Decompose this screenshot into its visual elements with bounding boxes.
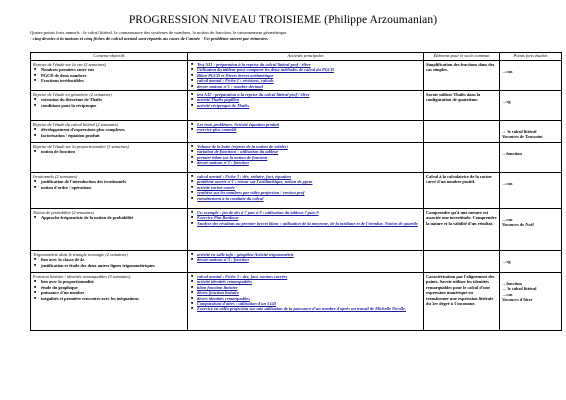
activity-link[interactable]: ■ Comparaison d'aires : utilisation d'un LGD [197, 301, 421, 306]
activity-link[interactable]: ■ Utilisation du tableur pour comparer les deux méthodes de calcul du PGCD [197, 67, 421, 72]
objective-item: ■ notion de fonction [41, 149, 185, 154]
objective-item: ■ développement d'expressions plus complexes [41, 127, 185, 132]
activity-link[interactable]: ■ divers fonction linéaire [197, 290, 421, 295]
socle-cell: Comprendre qu'à une mesure est associée une incertitude. Comprendre la nature et la validité d'un résultat. [424, 209, 500, 251]
socle-cell [424, 121, 500, 143]
point-fort-label: →rg [502, 259, 511, 265]
table-row [31, 173, 562, 209]
activity-link[interactable]: ■ activité réciproque de Thalès [197, 103, 421, 108]
activities-cell [188, 251, 424, 273]
objective-item: ■ inégalités et première rencontre avec les inéquations. [41, 296, 185, 301]
objective-item: ■ lien avec la classe de 4e [41, 257, 185, 262]
activity-link[interactable]: ■ Analyse des résultats au premier brevet blanc : utilisation de la moyenne, de la médiane et de l'étendue. Notion de quartile [197, 221, 421, 226]
objective-item: ■ PGCD de deux nombres [41, 73, 185, 78]
section-title: Trigonométrie dans le triangle rectangle (2 semaines) [33, 252, 128, 258]
point-fort-label: → le calcul littéral [502, 286, 537, 292]
points-cell [500, 273, 562, 331]
points-cell [500, 173, 562, 209]
socle-cell: Simplification des fractions dans des cas simples. [424, 61, 500, 91]
activity-link[interactable]: ■ test A32 : préparation à la reprise du calcul littéral prof / élève [197, 92, 421, 97]
objectives-cell [31, 61, 188, 91]
table-row [31, 251, 562, 273]
activity-link[interactable]: ■ Les trois problèmes. Activité équation produit [197, 122, 421, 127]
table-row [31, 273, 562, 331]
objective-item: ■ factorisation / équation produit [41, 133, 185, 138]
point-fort-label: →fonction [502, 281, 522, 287]
objective-item: ■ Nombres premiers entre eux [41, 67, 185, 72]
table-row [31, 91, 562, 121]
activities-cell [188, 173, 424, 209]
activity-link[interactable]: ■ variation de fonctions : utilisation du tableur [197, 149, 421, 154]
activity-link[interactable]: ■ activité Thalès papillon [197, 97, 421, 102]
section-title: Reprise de l'étude en géométrie (2 semaines) [33, 92, 112, 98]
table-row [31, 61, 562, 91]
activity-link[interactable]: ■ Exercice Pim Bonbons [197, 215, 421, 220]
section-title: Fonction linéaire / identités remarquables (5 semaines) [33, 274, 131, 280]
activity-link[interactable]: ■ exercice plus contrôlé [197, 127, 421, 132]
header-socle: Éléments pour le socle commun [424, 53, 500, 61]
objective-item: ■ Fractions irréductibles [41, 78, 185, 83]
objective-item: ■ extension du théorème de Thalès [41, 97, 185, 102]
activity-link[interactable]: ■ calcul mental : Fiche 3 : dev, fact, racines carrées [197, 274, 421, 279]
socle-cell [424, 251, 500, 273]
point-fort-label: →csn [502, 69, 513, 74]
points-cell [500, 143, 562, 173]
activity-link[interactable]: ■ Bilan PGCD et Divers brevet arithmétique [197, 73, 421, 78]
activities-cell [188, 121, 424, 143]
objective-item: ■ lien avec la proportionnalité [41, 279, 185, 284]
activity-link[interactable]: ■ entraînement à la conduite du calcul [197, 196, 421, 201]
objective-item: ■ étude du graphique [41, 285, 185, 290]
holiday-label: Vacances d'hiver [502, 297, 533, 303]
objective-item: ■ Approche fréquentiste de la notion de probabilité [41, 215, 185, 220]
objectives-cell [31, 91, 188, 121]
point-fort-label: →fonction [502, 151, 522, 157]
activity-link[interactable]: ■ Exercice en vidéo projection sur une utilisation de la puissance d'un nombre d'après un travail de Michelle Nicolle. [197, 306, 421, 311]
activities-cell [188, 209, 424, 251]
objectives-cell [31, 209, 188, 251]
activity-link[interactable]: ■ devoir maison n°3 : fonction [197, 257, 421, 262]
activity-link[interactable]: ■ devoir maison n°1 : nombre décimal [197, 84, 421, 89]
objectives-cell [31, 251, 188, 273]
intro-line-2: - cinq devoirs à la maison et cinq fiches de calcul mental sont répartis au cours de l'année - Un problème ouvert par trimestre. [30, 36, 269, 41]
objective-item: ■ justification de l'introduction des irrationnels [41, 179, 185, 184]
activity-link[interactable]: ■ activité identités remarquables [197, 279, 421, 284]
points-cell [500, 61, 562, 91]
activity-link[interactable]: ■ problème ouvert n°1 : retour sur l'arithmétique, notion de ppcm [197, 179, 421, 184]
activity-link[interactable]: ■ Un exemple : jeu de dés à 7 pais à 9 : utilisation du tableur 7 puis 9 [197, 210, 421, 215]
header-objectives: Contenu-objectifs [31, 53, 188, 61]
objectives-cell [31, 143, 188, 173]
objectives-cell [31, 273, 188, 331]
section-title: Reprise de l'étude du calcul littéral (2 semaines) [33, 122, 119, 128]
activity-link[interactable]: ■ activité en salle info : géogébra Activité trigonométrie [197, 252, 421, 257]
activity-link[interactable]: ■ Volume de la boîte (reprise de la notion de solides) [197, 144, 421, 149]
progression-table [30, 52, 562, 331]
points-cell [500, 121, 562, 143]
point-fort-label: →rg [502, 99, 511, 105]
table-header-row [31, 53, 562, 61]
socle-cell: Caractérisation par l'alignement des points. Savoir utiliser les identités remarquables pour le calcul d'une expression numérique ou transformer une expression littérale du 1er degré à 1 inconnue. [424, 273, 500, 331]
activities-cell [188, 143, 424, 173]
table-row [31, 143, 562, 173]
table-body [31, 61, 562, 331]
holiday-label: Vacances de Noël [502, 222, 534, 228]
section-title: Reprise de l'étude sur la proportionnalité (3 semaines) [33, 144, 130, 150]
activity-link[interactable]: ■ calcul mental : Fiche 2 : dév, réduire, fact, équation [197, 174, 421, 179]
points-cell [500, 91, 562, 121]
activities-cell [188, 273, 424, 331]
objectives-cell [31, 121, 188, 143]
point-fort-label: →csn [502, 181, 513, 187]
point-fort-label: → le calcul littéral [502, 129, 537, 135]
table-row [31, 121, 562, 143]
objective-item: ■ notion d'ordre / opérations [41, 185, 185, 190]
activity-link[interactable]: ■ Test A31 : préparation à la reprise du calcul littéral prof / élève [197, 62, 421, 67]
points-cell [500, 209, 562, 251]
page-title: PROGRESSION NIVEAU TROISIEME (Philippe Arzoumanian) [128, 14, 438, 26]
activities-cell [188, 91, 424, 121]
activities-cell [188, 61, 424, 91]
objectives-cell [31, 173, 188, 209]
table-row [31, 209, 562, 251]
activity-link[interactable]: ■ devoir maison n°2 : fonction [197, 160, 421, 165]
section-title: Reprise de l'étude sur la csn (2 semaines) [33, 62, 107, 67]
header-points: Points forts étudiés [500, 53, 562, 61]
objective-item: ■ justification et étude des deux autres lignes trigonométriques [41, 263, 185, 268]
activity-link[interactable]: ■ synthèse sur les nombres par vidéo projection / version prof [197, 190, 421, 195]
header-activities: Activités principales [188, 53, 424, 61]
objective-item: ■ puissance d'un nombre [41, 290, 185, 295]
socle-cell [424, 143, 500, 173]
objective-item: ■ conditions pour la réciproque [41, 103, 185, 108]
intro-line-1: Quatre points forts annuels : le calcul littéral, la connaissance des systèmes de nombres, la notion de fonction, le raisonnement géométrique. [30, 30, 288, 35]
section-title: Notion de probabilité (2 semaines) [33, 210, 95, 216]
activity-link[interactable]: ■ activité racine carrée [197, 185, 421, 190]
intro-text [30, 30, 550, 42]
activity-link[interactable]: ■ calcul mental : Fiche 1 : révisions, calculs [197, 78, 421, 83]
socle-cell: Savoir utiliser Thalès dans la configuration de quatrième. [424, 91, 500, 121]
socle-cell: Calcul à la calculatrice de la racine carré d'un nombre positif. [424, 173, 500, 209]
points-cell [500, 251, 562, 273]
section-title: Irrationnels (2 semaines) [33, 174, 78, 180]
holiday-label: Vacances de Toussaint [502, 134, 543, 140]
point-fort-label: →csn [502, 291, 513, 297]
point-fort-label: →csn [502, 217, 513, 223]
activity-link[interactable]: ■ bilan fonction linéaire [197, 285, 421, 290]
activity-link[interactable]: ■ premier bilan sur la notion de fonction [197, 155, 421, 160]
activity-link[interactable]: ■ divers identités remarquables [197, 296, 421, 301]
